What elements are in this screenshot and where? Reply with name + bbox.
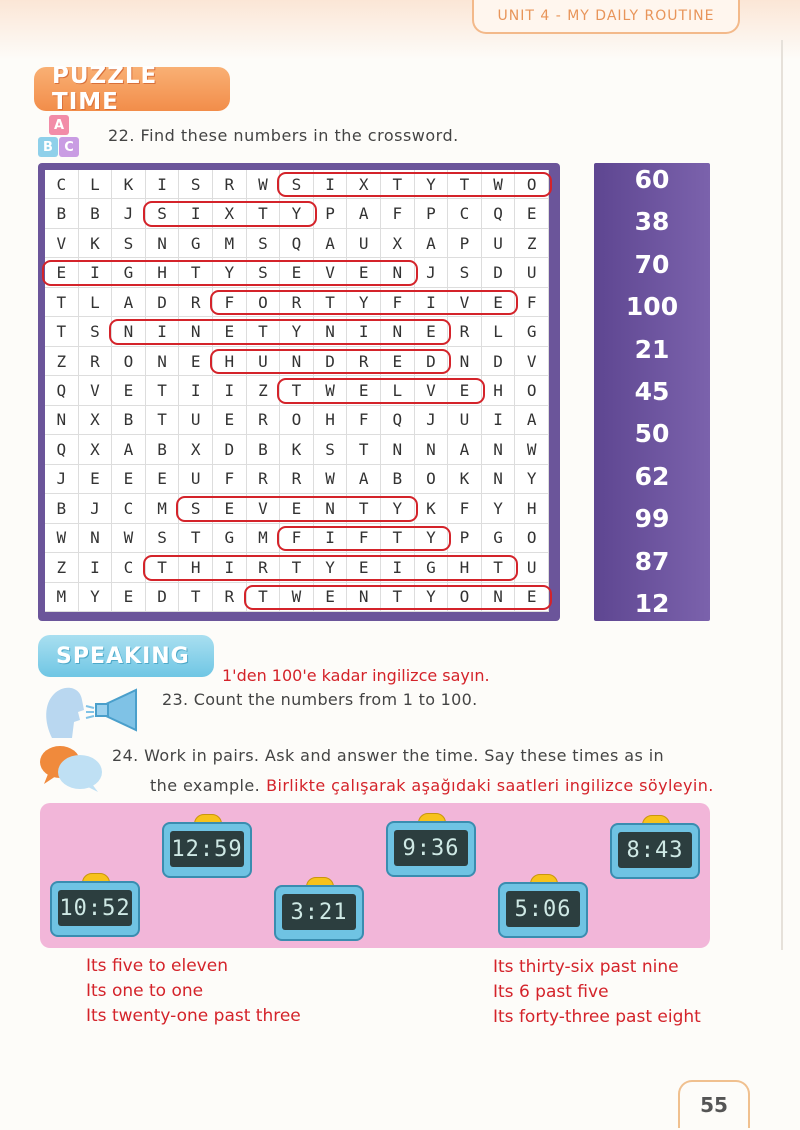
grid-letter: W — [314, 465, 348, 494]
found-word-ring — [176, 496, 417, 521]
speaking-translation-note: 1'den 100'e kadar ingilizce sayın. — [222, 666, 490, 685]
grid-letter: T — [247, 199, 281, 228]
grid-letter: T — [381, 583, 415, 612]
grid-letter: X — [79, 406, 113, 435]
grid-letter: F — [347, 524, 381, 553]
grid-letter: F — [381, 199, 415, 228]
grid-letter: T — [381, 524, 415, 553]
grid-letter: R — [448, 317, 482, 346]
grid-letter: I — [347, 317, 381, 346]
grid-letter: U — [448, 406, 482, 435]
grid-letter: O — [280, 406, 314, 435]
grid-letter: T — [381, 170, 415, 199]
grid-letter: R — [280, 288, 314, 317]
grid-letter: K — [280, 435, 314, 464]
grid-letter: Q — [482, 199, 516, 228]
grid-letter: M — [146, 494, 180, 523]
grid-letter: X — [179, 435, 213, 464]
grid-letter: E — [45, 258, 79, 287]
grid-letter: Y — [347, 288, 381, 317]
grid-letter: Y — [280, 199, 314, 228]
grid-letter: E — [112, 465, 146, 494]
grid-letter: I — [79, 553, 113, 582]
alarm-clock — [50, 873, 140, 937]
grid-letter: O — [247, 288, 281, 317]
grid-letter: T — [179, 258, 213, 287]
grid-letter: Q — [45, 376, 79, 405]
grid-letter: E — [280, 494, 314, 523]
grid-letter: Y — [415, 524, 449, 553]
grid-letter: Z — [247, 376, 281, 405]
grid-letter: N — [314, 317, 348, 346]
clock-display: 9:36 — [394, 830, 468, 866]
grid-letter: Y — [515, 465, 549, 494]
grid-letter: M — [45, 583, 79, 612]
grid-letter: U — [347, 229, 381, 258]
grid-letter: I — [146, 170, 180, 199]
puzzle-time-heading — [34, 63, 230, 115]
grid-letter: R — [213, 583, 247, 612]
grid-letter: Y — [381, 494, 415, 523]
grid-letter: E — [347, 258, 381, 287]
unit-tab — [472, 0, 740, 34]
grid-letter: C — [45, 170, 79, 199]
grid-letter: D — [415, 347, 449, 376]
grid-letter: T — [146, 553, 180, 582]
alarm-clock — [386, 813, 476, 877]
exercise-24-instruction: 24. Work in pairs. Ask and answer the time. Say these times as in — [112, 746, 665, 765]
alarm-clock — [274, 877, 364, 941]
grid-letter: V — [314, 258, 348, 287]
grid-letter: L — [381, 376, 415, 405]
grid-letter: F — [448, 494, 482, 523]
grid-letter: Z — [45, 553, 79, 582]
grid-letter: D — [146, 583, 180, 612]
grid-letter: L — [79, 288, 113, 317]
grid-letter: E — [213, 317, 247, 346]
grid-letter: I — [79, 258, 113, 287]
grid-letter: E — [112, 583, 146, 612]
grid-letter: R — [79, 347, 113, 376]
grid-letter: V — [515, 347, 549, 376]
found-word-ring — [210, 349, 451, 374]
grid-letter: R — [179, 288, 213, 317]
page-number: 55 — [700, 1093, 728, 1117]
grid-letter: W — [515, 435, 549, 464]
grid-letter: I — [314, 170, 348, 199]
grid-letter: N — [482, 435, 516, 464]
grid-letter: W — [112, 524, 146, 553]
grid-letter: V — [247, 494, 281, 523]
clock-display: 10:52 — [58, 890, 132, 926]
alarm-clock — [162, 814, 252, 878]
found-word-ring — [109, 319, 451, 344]
grid-letter: V — [448, 288, 482, 317]
page-margin-rule — [781, 40, 783, 950]
number-clue: 21 — [634, 334, 670, 364]
grid-letter: H — [146, 258, 180, 287]
grid-letter: N — [482, 583, 516, 612]
grid-letter: A — [347, 199, 381, 228]
grid-letter: S — [280, 170, 314, 199]
grid-letter: W — [482, 170, 516, 199]
grid-letter: T — [448, 170, 482, 199]
grid-letter: I — [381, 553, 415, 582]
grid-letter: R — [347, 347, 381, 376]
grid-letter: O — [515, 524, 549, 553]
grid-letter: X — [347, 170, 381, 199]
grid-letter: I — [179, 376, 213, 405]
clock-display: 5:06 — [506, 891, 580, 927]
grid-letter: A — [448, 435, 482, 464]
grid-letter: S — [179, 170, 213, 199]
grid-letter: E — [482, 288, 516, 317]
grid-letter: E — [515, 583, 549, 612]
grid-letter: U — [515, 553, 549, 582]
grid-letter: N — [381, 258, 415, 287]
grid-letter: W — [45, 524, 79, 553]
puzzle-title: PUZZLE TIME — [52, 63, 158, 115]
found-word-ring — [244, 585, 552, 610]
found-word-ring — [210, 290, 518, 315]
grid-letter: A — [314, 229, 348, 258]
grid-letter: P — [314, 199, 348, 228]
grid-letter: N — [381, 435, 415, 464]
number-clue: 87 — [634, 546, 670, 576]
grid-letter: O — [515, 376, 549, 405]
found-word-ring — [277, 526, 451, 551]
number-clue: 50 — [634, 419, 670, 449]
number-clue: 62 — [634, 461, 670, 491]
grid-letter: K — [79, 229, 113, 258]
grid-letter: X — [381, 229, 415, 258]
grid-letter: N — [280, 347, 314, 376]
grid-letter: E — [179, 347, 213, 376]
grid-letter: G — [482, 524, 516, 553]
grid-letter: N — [112, 317, 146, 346]
grid-letter: G — [415, 553, 449, 582]
unit-label: UNIT 4 - MY DAILY ROUTINE — [497, 8, 715, 24]
grid-letter: R — [280, 465, 314, 494]
grid-letter: B — [247, 435, 281, 464]
number-clue: 60 — [634, 165, 670, 194]
letter-block-c: C — [59, 137, 79, 157]
grid-letter: A — [415, 229, 449, 258]
found-word-ring — [277, 378, 485, 403]
grid-letter: S — [146, 524, 180, 553]
grid-letter: E — [448, 376, 482, 405]
grid-letter: N — [179, 317, 213, 346]
grid-letter: N — [146, 229, 180, 258]
grid-letter: B — [45, 199, 79, 228]
grid-letter: J — [45, 465, 79, 494]
grid-letter: R — [213, 170, 247, 199]
grid-letter: G — [179, 229, 213, 258]
alarm-clock — [610, 815, 700, 879]
grid-letter: B — [45, 494, 79, 523]
grid-letter: J — [415, 406, 449, 435]
grid-letter: S — [79, 317, 113, 346]
grid-letter: T — [247, 317, 281, 346]
grid-letter: I — [482, 406, 516, 435]
numbers-panel — [594, 163, 710, 621]
grid-letter: Y — [415, 170, 449, 199]
answer-line: Its thirty-six past nine — [493, 957, 679, 977]
number-clue: 99 — [634, 504, 670, 534]
grid-letter: I — [213, 553, 247, 582]
exercise-24-translation-note: Birlikte çalışarak aşağıdaki saatleri ingilizce söyleyin. — [266, 776, 714, 795]
letter-block-a: A — [49, 115, 69, 135]
grid-letter: D — [482, 347, 516, 376]
grid-letter: T — [314, 288, 348, 317]
grid-letter: E — [381, 347, 415, 376]
grid-letter: E — [415, 317, 449, 346]
grid-letter: E — [213, 494, 247, 523]
grid-letter: S — [146, 199, 180, 228]
number-clue: 100 — [625, 292, 679, 322]
speech-bubbles-icon — [38, 744, 104, 794]
grid-letter: E — [347, 553, 381, 582]
grid-letter: B — [146, 435, 180, 464]
grid-letter: G — [213, 524, 247, 553]
number-clue: 45 — [634, 377, 670, 406]
abc-blocks-icon — [38, 115, 80, 159]
answers-right — [493, 955, 701, 1030]
grid-letter: Y — [415, 583, 449, 612]
exercise-24-instruction-cont — [150, 776, 714, 795]
grid-letter: K — [448, 465, 482, 494]
grid-letter: F — [347, 406, 381, 435]
answer-line: Its five to eleven — [86, 956, 228, 976]
grid-letter: S — [448, 258, 482, 287]
grid-letter: G — [515, 317, 549, 346]
grid-letter: P — [415, 199, 449, 228]
grid-letter: X — [79, 435, 113, 464]
speaking-title: SPEAKING — [56, 643, 190, 669]
found-word-ring — [277, 172, 552, 197]
grid-letter: A — [347, 465, 381, 494]
grid-letter: H — [179, 553, 213, 582]
clock-display: 3:21 — [282, 894, 356, 930]
grid-letter: L — [79, 170, 113, 199]
grid-letter: H — [515, 494, 549, 523]
grid-letter: Q — [381, 406, 415, 435]
grid-letter: J — [415, 258, 449, 287]
grid-letter: T — [179, 583, 213, 612]
grid-letter: E — [314, 583, 348, 612]
grid-letter: U — [179, 406, 213, 435]
grid-letter: T — [146, 376, 180, 405]
grid-letter: N — [146, 347, 180, 376]
grid-letter: T — [247, 583, 281, 612]
answers-left — [86, 954, 301, 1029]
grid-letter: T — [280, 553, 314, 582]
answer-line: Its 6 past five — [493, 982, 609, 1002]
grid-letter: F — [515, 288, 549, 317]
grid-letter: P — [448, 229, 482, 258]
grid-letter: Z — [515, 229, 549, 258]
grid-letter: F — [213, 465, 247, 494]
grid-letter: F — [381, 288, 415, 317]
grid-letter: B — [79, 199, 113, 228]
grid-letter: F — [280, 524, 314, 553]
clock-display: 8:43 — [618, 832, 692, 868]
grid-letter: C — [112, 553, 146, 582]
grid-letter: T — [146, 406, 180, 435]
grid-letter: Z — [45, 347, 79, 376]
grid-letter: R — [247, 465, 281, 494]
grid-letter: T — [482, 553, 516, 582]
grid-letter: D — [146, 288, 180, 317]
number-clue: 70 — [634, 249, 670, 279]
grid-letter: I — [314, 524, 348, 553]
grid-letter: C — [112, 494, 146, 523]
grid-letter: E — [347, 376, 381, 405]
grid-letter: N — [448, 347, 482, 376]
grid-letter: N — [415, 435, 449, 464]
speaking-megaphone-icon — [38, 682, 158, 740]
grid-letter: Y — [482, 494, 516, 523]
grid-letter: B — [381, 465, 415, 494]
grid-letter: O — [415, 465, 449, 494]
found-word-ring — [42, 260, 418, 285]
grid-letter: I — [179, 199, 213, 228]
answer-line: Its twenty-one past three — [86, 1006, 301, 1026]
grid-letter: H — [482, 376, 516, 405]
clock-display: 12:59 — [170, 831, 244, 867]
grid-letter: S — [247, 258, 281, 287]
grid-letter: M — [247, 524, 281, 553]
grid-letter: B — [112, 406, 146, 435]
grid-letter: G — [112, 258, 146, 287]
grid-letter: Y — [213, 258, 247, 287]
grid-letter: V — [45, 229, 79, 258]
grid-letter: I — [415, 288, 449, 317]
grid-letter: E — [112, 376, 146, 405]
speaking-heading — [38, 635, 214, 677]
answer-line: Its forty-three past eight — [493, 1007, 701, 1027]
grid-letter: Y — [314, 553, 348, 582]
grid-letter: Q — [45, 435, 79, 464]
grid-letter: F — [213, 288, 247, 317]
grid-letter: Y — [79, 583, 113, 612]
grid-letter: O — [515, 170, 549, 199]
grid-letter: A — [515, 406, 549, 435]
grid-letter: I — [146, 317, 180, 346]
grid-letter: R — [247, 406, 281, 435]
grid-letter: P — [448, 524, 482, 553]
grid-letter: T — [45, 288, 79, 317]
grid-letter: S — [247, 229, 281, 258]
letter-block-b: B — [38, 137, 58, 157]
grid-letter: N — [79, 524, 113, 553]
grid-letter: Y — [280, 317, 314, 346]
found-word-ring — [143, 555, 519, 580]
grid-letter: X — [213, 199, 247, 228]
grid-letter: K — [415, 494, 449, 523]
grid-letter: V — [79, 376, 113, 405]
alarm-clock — [498, 874, 588, 938]
grid-letter: E — [280, 258, 314, 287]
page-number-tab — [678, 1080, 750, 1128]
grid-letter: H — [213, 347, 247, 376]
grid-letter: S — [179, 494, 213, 523]
grid-letter: O — [112, 347, 146, 376]
grid-letter: J — [112, 199, 146, 228]
grid-letter: U — [515, 258, 549, 287]
grid-letter: W — [314, 376, 348, 405]
grid-letter: L — [482, 317, 516, 346]
found-word-ring — [143, 201, 317, 226]
grid-letter: A — [112, 288, 146, 317]
grid-letter: N — [381, 317, 415, 346]
grid-letter: Q — [280, 229, 314, 258]
grid-letter: N — [45, 406, 79, 435]
grid-letter: T — [45, 317, 79, 346]
grid-letter: S — [314, 435, 348, 464]
number-clue: 12 — [634, 589, 670, 618]
grid-letter: R — [247, 553, 281, 582]
grid-letter: D — [213, 435, 247, 464]
grid-letter: I — [213, 376, 247, 405]
grid-letter: W — [247, 170, 281, 199]
grid-letter: V — [415, 376, 449, 405]
grid-letter: C — [448, 199, 482, 228]
exercise-22-instruction: 22. Find these numbers in the crossword. — [108, 126, 459, 145]
grid-letter: U — [482, 229, 516, 258]
grid-letter: U — [247, 347, 281, 376]
grid-letter: T — [347, 435, 381, 464]
grid-letter: E — [213, 406, 247, 435]
grid-letter: J — [79, 494, 113, 523]
grid-letter: E — [515, 199, 549, 228]
number-clue: 38 — [634, 207, 670, 237]
grid-letter: T — [347, 494, 381, 523]
exercise-23-instruction: 23. Count the numbers from 1 to 100. — [162, 690, 478, 709]
grid-letter: D — [314, 347, 348, 376]
grid-letter: U — [179, 465, 213, 494]
grid-letter: S — [112, 229, 146, 258]
grid-letter: D — [482, 258, 516, 287]
grid-letter: N — [314, 494, 348, 523]
grid-letter: N — [482, 465, 516, 494]
grid-letter: T — [280, 376, 314, 405]
grid-letter: E — [146, 465, 180, 494]
exercise-24-instruction-line2: the example. — [150, 776, 261, 795]
grid-letter: H — [314, 406, 348, 435]
grid-letter: H — [448, 553, 482, 582]
grid-letter: N — [347, 583, 381, 612]
grid-letter: K — [112, 170, 146, 199]
grid-letter: W — [280, 583, 314, 612]
grid-letter: M — [213, 229, 247, 258]
grid-letter: A — [112, 435, 146, 464]
answer-line: Its one to one — [86, 981, 204, 1001]
grid-letter: T — [179, 524, 213, 553]
grid-letter: E — [79, 465, 113, 494]
grid-letter: O — [448, 583, 482, 612]
